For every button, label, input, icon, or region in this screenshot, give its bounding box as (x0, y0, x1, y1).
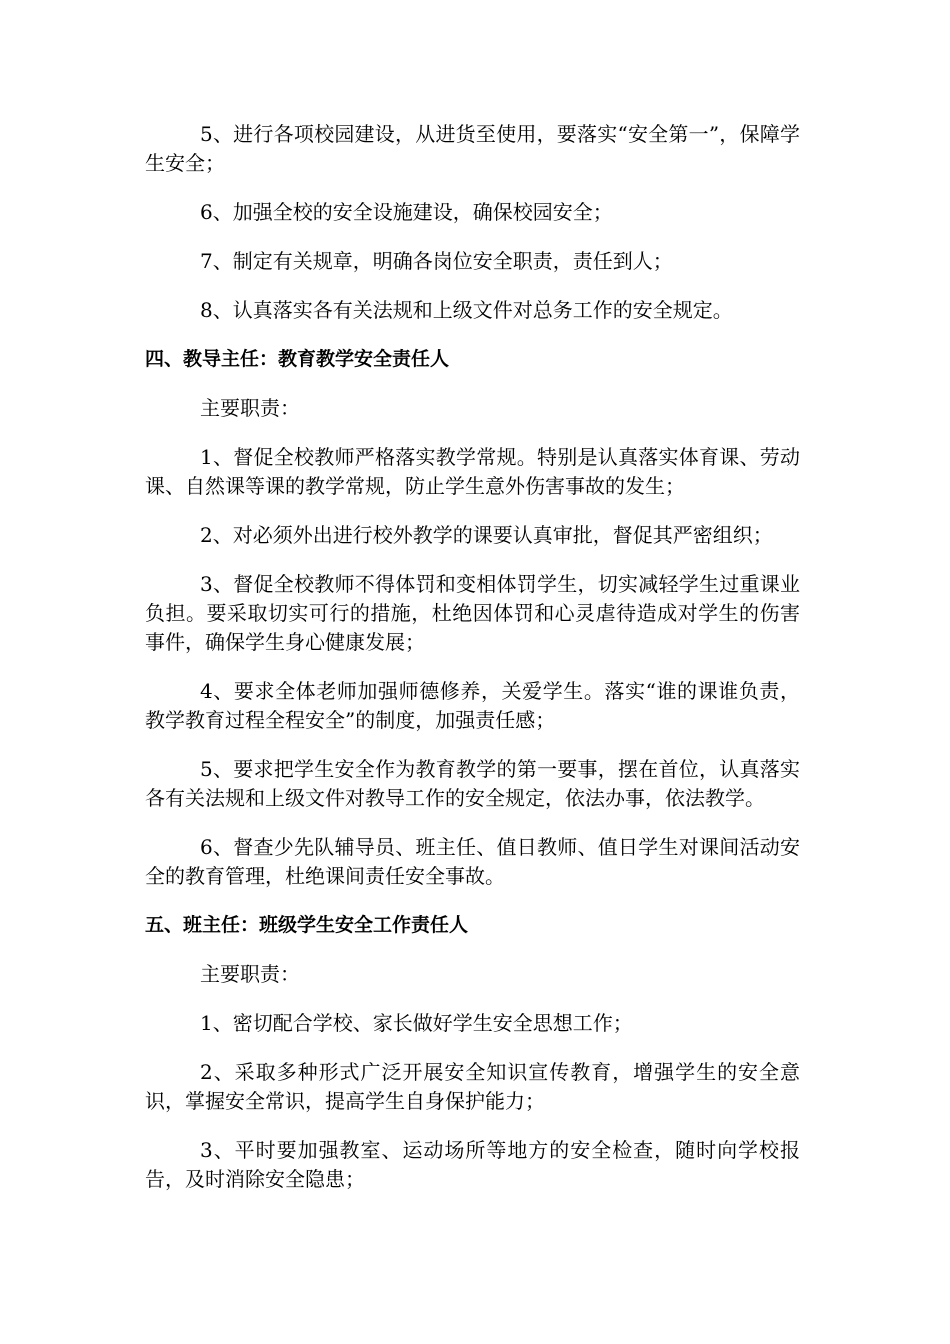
s4-item-3: 3、督促全校教师不得体罚和变相体罚学生，切实减轻学生过重课业负担。要采取切实可行的措施，杜绝因体罚和心灵虐待造成对学生的伤害事件，确保学生身心健康发展； (145, 572, 800, 654)
s4-item-5: 5、要求把学生安全作为教育教学的第一要事，摆在首位，认真落实各有关法规和上级文件对教导工作的安全规定，依法办事，依法教学。 (145, 757, 800, 810)
s4-item-6: 6、督查少先队辅导员、班主任、值日教师、值日学生对课间活动安全的教育管理，杜绝课间责任安全事故。 (145, 835, 800, 888)
s4-item-4: 4、要求全体老师加强师德修养，关爱学生。落实“谁的课谁负责，教学教育过程全程安全”的制度，加强责任感； (145, 679, 800, 732)
section-4-duties-label: 主要职责： (200, 396, 300, 420)
section-5-heading: 五、班主任：班级学生安全工作责任人 (145, 914, 469, 936)
s4-item-1: 1、督促全校教师严格落实教学常规。特别是认真落实体育课、劳动课、自然课等课的教学常规，防止学生意外伤害事故的发生； (145, 445, 800, 498)
s4-item-2: 2、对必须外出进行校外教学的课要认真审批，督促其严密组织； (200, 523, 773, 547)
s5-item-3: 3、平时要加强教室、运动场所等地方的安全检查，随时向学校报告，及时消除安全隐患； (145, 1138, 800, 1191)
item-7-regulations: 7、制定有关规章，明确各岗位安全职责，责任到人； (200, 249, 673, 273)
item-5-campus-construction: 5、进行各项校园建设，从进货至使用，要落实“安全第一”，保障学生安全； (145, 122, 800, 175)
item-6-safety-facilities: 6、加强全校的安全设施建设，确保校园安全； (200, 200, 613, 224)
section-4-heading: 四、教导主任：教育教学安全责任人 (145, 348, 450, 370)
s5-item-1: 1、密切配合学校、家长做好学生安全思想工作； (200, 1011, 633, 1035)
section-5-duties-label: 主要职责： (200, 962, 300, 986)
item-8-laws: 8、认真落实各有关法规和上级文件对总务工作的安全规定。 (200, 298, 733, 322)
document-page (145, 120, 800, 1214)
s5-item-2: 2、采取多种形式广泛开展安全知识宣传教育，增强学生的安全意识，掌握安全常识，提高学生自身保护能力； (145, 1060, 800, 1113)
